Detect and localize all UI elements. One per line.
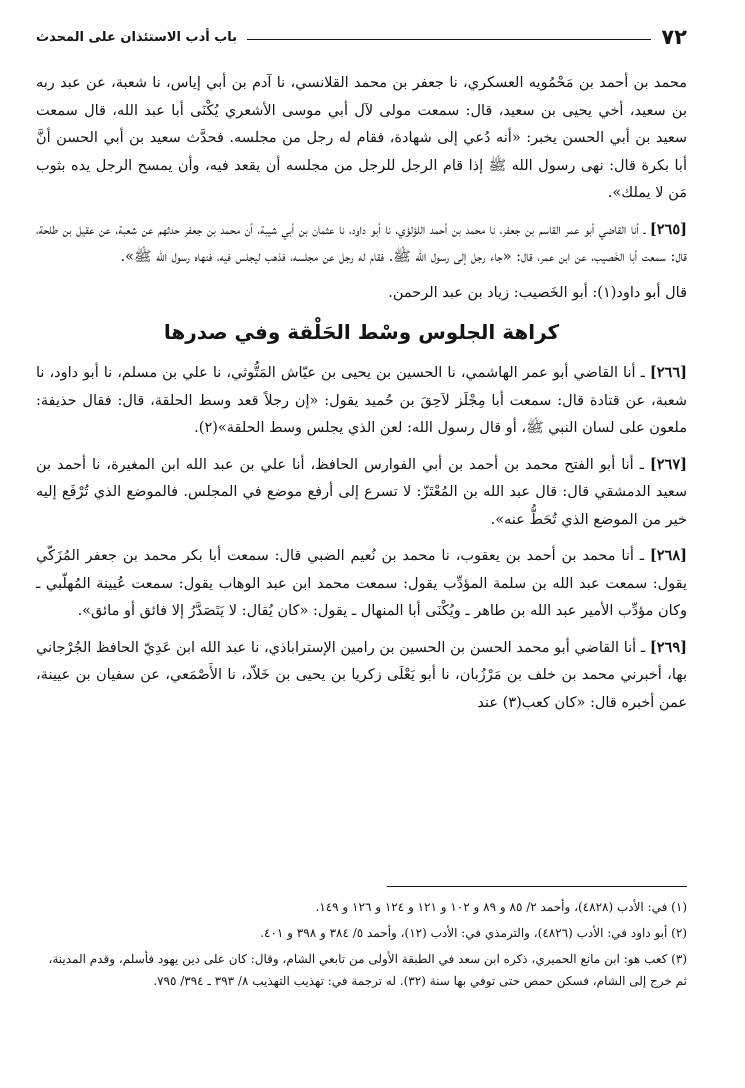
paragraph <box>36 280 687 308</box>
paragraph-269 <box>36 634 687 718</box>
paragraph-text: قال أبو داود(١): أبو الخَصيب: زياد بن عبد الرحمن. <box>388 284 687 301</box>
header-rule <box>247 39 651 40</box>
paragraph-text: ـ أنا أبو الفتح محمد بن أحمد بن أبي الفوارس الحافظ، أنا علي بن عبد الله ابن المغيرة، نا أحمد بن سعيد الدمشقي قال: قال عبد الله بن المُعْتَزّ: لا تسرع إلى أرفع موضع في المجلس. فالموضع الذي تُرْفَع إليه خير من الموضع الذي تُحَطُّ عنه». <box>36 456 687 528</box>
paragraph-text: ـ أنا القاضي أبو عمر الهاشمي، نا الحسين بن يحيى بن عيّاش المَتُّوثي، نا علي بن مسلم، نا أبو داود، نا شعبة، عن قتادة قال: سمعت أبا مِجْلَز لاَحِقَ بن حُميد يقول: «إن رجلاً قعد وسط الحلقة، قال: فقال حذيفة: ملعون على لسان النبي ﷺ، أو قال رسول الله: لعن الذي يجلس وسط الحلقة»(٢). <box>36 365 687 436</box>
footnote-1: (١) في: الأدب (٤٨٢٨)، وأحمد ٢/ ٨٥ و ٨٩ و ١٠٢ و ١٢١ و ١٢٤ و ١٢٦ و ١٤٩. <box>315 900 687 914</box>
hadith-number: [٢٦٩] <box>649 638 688 656</box>
paragraph-text: ـ أنا محمد بن أحمد بن يعقوب، نا محمد بن نُعيم الضبي قال: سمعت أبا بكر محمد بن جعفر المُزَكّي يقول: سمعت عبد الله بن سلمة المؤدِّب يقول: سمعت محمد ابن عبد الوهاب يقول: سمعت عُيينة المُهلّبي ـ وكان مؤدِّب الأمير عبد الله بن طاهر ـ ويُكْنَى أبا المنهال ـ يقول: «كان يُقال: لا يَتَصَدَّرُ إلا فائق أو مائق». <box>36 548 687 619</box>
page-number: ٧٢ <box>661 25 687 49</box>
hadith-number: [٢٦٧] <box>649 455 687 473</box>
main-text <box>36 70 687 725</box>
paragraph-text: ـ أنا القاضي أبو محمد الحسن بن الحسين بن رامين الإستراباذي، نا عبد الله ابن عَدِيّ الحافظ الجُرْجاني بها، أخبرني محمد بن خلف بن مَرْزُبان، نا أبو يَعْلَى زكريا بن يحيى بن خَلاّد، نا الأَصْمَعي، عن سفيان بن عيينة، عمن أخبره قال: «كان كعب(٣) عند <box>36 639 687 711</box>
paragraph-text: محمد بن أحمد بن مَحْمُويه العسكري، نا جعفر بن محمد القلانسي، نا آدم بن أبي إياس، نا شعبة، عن عبد ربه بن سعيد، أخي يحيى بن سعيد، قال: سمعت مولى لآل أبي موسى الأشعري يُكْنَى أبا عبد الله، قال سمعت سعيد بن أبي الحسن يخبر: «أنه دُعي إلى شهادة، فقام له رجل من مجلسه. فحدَّث سعيد بن أبي الحسن أنَّ أبا بكرة قال: نهى رسول الله ﷺ إذا قام الرجل للرجل من مجلسه أن يقعد فيه، وأن يمسح الرجل يده بثوب مَن لا يملك». <box>36 75 687 201</box>
paragraph <box>36 70 687 208</box>
footnote-3: (٣) كعب هو: ابن مانع الحميري، ذكره ابن سعد في الطبقة الأولى من تابعي الشام، وقال: كان على دين يهود فأسلم، وقدم المدينة، ثم خرج إلى الشام، فسكن حمص حتى توفي بها سنة (٣٢). له ترجمة في: تهذيب التهذيب ٨/ ٣٩٣ ـ ٣٩٤/ ٧٩٥. <box>48 952 687 988</box>
hadith-number: [٢٦٨] <box>649 547 687 564</box>
running-title: باب أدب الاستئذان على المحدث <box>36 29 238 45</box>
footnotes <box>36 896 687 996</box>
paragraph-268 <box>36 542 687 626</box>
hadith-number: [٢٦٦] <box>649 364 688 381</box>
footnote-rule <box>387 886 687 887</box>
paragraph-text: ـ أنا القاضي أبو عمر القاسم بن جعفر، نا محمد بن أحمد اللؤلؤي، نا أبو داود، نا عثمان بن أبي شيبة، أن محمد بن جعفر حدثهم عن شعبة، عن عقيل بن طلحة، قال: سمعت أبا الخَصيب، عن ابن عمر، قال: «جاء رجل إلى رسول الله ﷺ. فقام له رجل عن مجلسه، فذهب ليجلس فيه، فنهاه رسول الله ﷺ». <box>36 221 687 265</box>
paragraph-265 <box>36 216 687 272</box>
hadith-number: [٢٦٥] <box>649 220 688 238</box>
footnote-2: (٢) أبو داود في: الأدب (٤٨٢٦)، والترمذي في: الأدب (١٢)، وأحمد ٥/ ٣٨٤ و ٣٩٨ و ٤٠١. <box>260 926 687 940</box>
page-header <box>36 22 687 52</box>
section-heading: كراهة الجلوس وسْط الحَلْقة وفي صدرها <box>163 320 560 344</box>
paragraph-267 <box>36 451 687 535</box>
paragraph-266 <box>36 359 687 443</box>
